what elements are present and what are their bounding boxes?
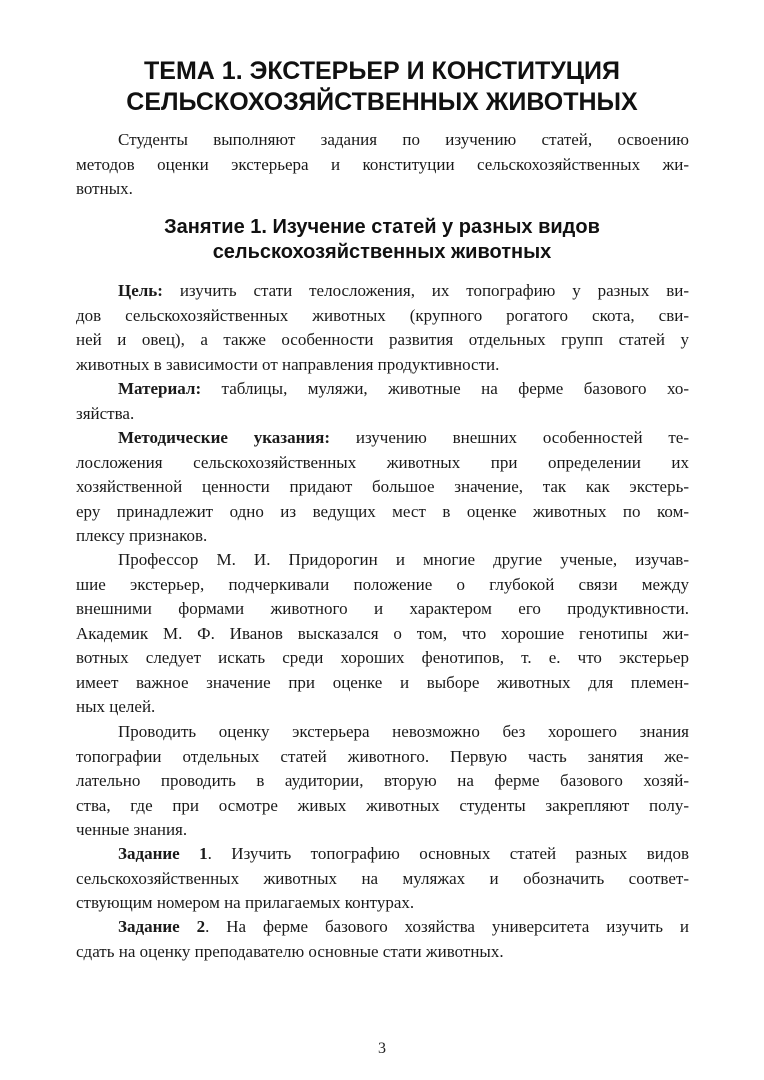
- text-line: Студенты выполняют задания по изучению статей, освоению: [118, 130, 689, 149]
- task-1-text: . Изучить топографию основных статей разных видов: [207, 844, 689, 863]
- text-line: лательно проводить в аудитории, вторую на ферме базового хозяй-: [76, 771, 689, 790]
- conduct-paragraph: [76, 720, 689, 843]
- text-line: вотных.: [76, 179, 133, 198]
- text-line: Профессор М. И. Придорогин и многие другие ученые, изучав-: [118, 550, 689, 569]
- text-line: ченные знания.: [76, 820, 188, 839]
- method-text: изучению внешних особенностей те-: [330, 428, 689, 447]
- task-1-label: Задание 1: [118, 844, 208, 863]
- material-text: таблицы, муляжи, животные на ферме базового хо-: [201, 379, 689, 398]
- text-line: Проводить оценку экстерьера невозможно без хорошего знания: [118, 722, 689, 741]
- goal-text: изучить стати телосложения, их топографию у разных ви-: [162, 281, 689, 300]
- text-line: плексу признаков.: [76, 526, 208, 545]
- text-line: [76, 377, 689, 402]
- text-line: животных в зависимости от направления продуктивности.: [76, 354, 500, 374]
- text-line: зяйства.: [76, 403, 135, 423]
- professor-paragraph: [76, 548, 689, 720]
- text-line: внешними формами животного и характером его продуктивности.: [76, 599, 689, 618]
- task-2-paragraph: [76, 915, 689, 964]
- text-line: шие экстерьер, подчеркивали положение о глубокой связи между: [76, 574, 689, 594]
- text-line: сельскохозяйственных животных на муляжах и обозначить соответ-: [76, 868, 689, 888]
- text-line: ных целей.: [76, 697, 156, 716]
- page-title: [60, 56, 704, 118]
- text-line: хозяйственной ценности придают большое значение, так как экстерь-: [76, 477, 689, 496]
- title-line-1: ТЕМА 1. ЭКСТЕРЬЕР И КОНСТИТУЦИЯ: [144, 57, 620, 85]
- text-line: ствующим номером на прилагаемых контурах.: [76, 893, 415, 912]
- text-line: [76, 842, 689, 867]
- text-line: еру принадлежит одно из ведущих мест в оценке животных по ком-: [76, 501, 689, 521]
- text-line: дов сельскохозяйственных животных (крупного рогатого скота, сви-: [76, 305, 689, 325]
- text-line: лосложения сельскохозяйственных животных при определении их: [76, 452, 689, 472]
- goal-paragraph: [76, 279, 689, 377]
- text-line: [76, 279, 689, 304]
- text-line: сдать на оценку преподавателю основные стати животных.: [76, 941, 504, 961]
- intro-paragraph: [76, 128, 689, 202]
- text-line: ней и овец), а также особенности развития отдельных групп статей у: [76, 330, 689, 349]
- lesson-heading-line-1: Занятие 1. Изучение статей у разных видов: [164, 216, 600, 238]
- material-label: Материал:: [118, 379, 202, 398]
- text-line: Академик М. Ф. Иванов высказался о том, что хорошие генотипы жи-: [76, 623, 689, 643]
- method-paragraph: [76, 426, 689, 549]
- task-1-paragraph: [76, 842, 689, 916]
- material-paragraph: [76, 377, 689, 426]
- page-number: 3: [378, 1040, 386, 1057]
- text-line: методов оценки экстерьера и конституции сельскохозяйственных жи-: [76, 154, 689, 174]
- lesson-heading-line-2: сельскохозяйственных животных: [212, 241, 552, 263]
- lesson-heading: [60, 215, 704, 265]
- text-line: имеет важное значение при оценке и выборе животных для племен-: [76, 672, 689, 692]
- method-label: Методические указания:: [118, 428, 331, 447]
- text-line: ства, где при осмотре живых животных студенты закрепляют полу-: [76, 795, 689, 815]
- text-line: [76, 915, 689, 940]
- task-2-label: Задание 2: [118, 917, 206, 936]
- text-line: [76, 426, 689, 451]
- goal-label: Цель:: [118, 281, 163, 300]
- text-line: вотных следует искать среди хороших фенотипов, т. е. что экстерьер: [76, 648, 689, 667]
- title-line-2: СЕЛЬСКОХОЗЯЙСТВЕННЫХ ЖИВОТНЫХ: [126, 88, 638, 116]
- text-line: топографии отдельных статей животного. Первую часть занятия же-: [76, 746, 689, 766]
- task-2-text: . На ферме базового хозяйства университета изучить и: [205, 917, 689, 936]
